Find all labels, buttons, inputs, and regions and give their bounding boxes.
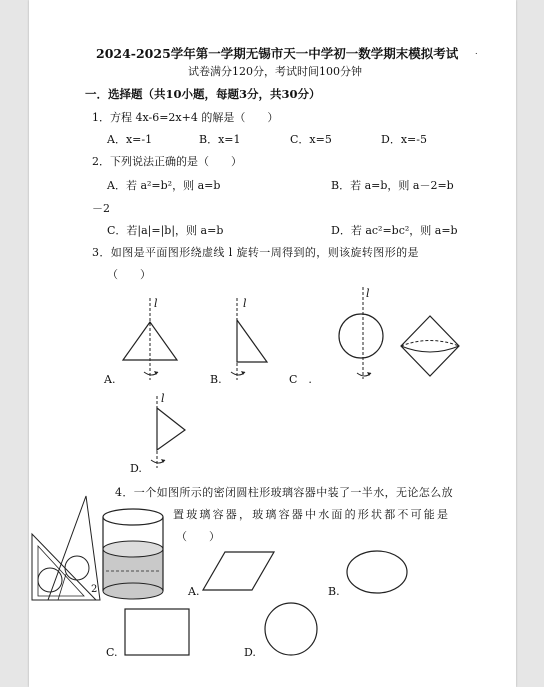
- q4-stem-line1: 4．一个如图所示的密闭圆柱形玻璃容器中装了一半水，无论怎么放: [115, 486, 453, 499]
- q2-option-d: D．若 ac²=bc²，则 a=b: [331, 224, 458, 237]
- q3-option-d: D.: [130, 462, 142, 475]
- figure-label-2: 2: [91, 584, 98, 595]
- q3-figure-a: [118, 292, 198, 382]
- q3-figure-c: [330, 283, 400, 383]
- q4-option-a: A.: [188, 585, 200, 598]
- q4-shape-parallelogram: [200, 550, 280, 595]
- section-heading: 一．选择题（共10小题，每题3分，共30分）: [85, 87, 321, 101]
- q2-option-b-wrap: －2: [92, 202, 110, 215]
- q2-stem: 2．下列说法正确的是（ ）: [92, 155, 242, 168]
- q3-option-a: A.: [104, 373, 116, 386]
- page-title: 2024-2025学年第一学期无锡市天一中学初一数学期末模拟考试: [96, 46, 459, 61]
- q4-paren: （ ）: [176, 530, 220, 543]
- q4-option-c: C.: [106, 646, 118, 659]
- q4-option-d: D.: [244, 646, 256, 659]
- q1-option-c: C．x=5: [290, 133, 332, 146]
- exam-subtitle: 试卷满分120分，考试时间100分钟: [188, 65, 362, 78]
- q3-d-axis-label: l: [161, 392, 165, 405]
- q4-shape-rectangle: [122, 606, 194, 658]
- q2-option-a: A．若 a²=b²，则 a=b: [107, 179, 221, 192]
- q3-figure-d: [145, 392, 205, 472]
- q3-stem: 3．如图是平面图形绕虚线 l 旋转一周得到的，则该旋转图形的是: [92, 246, 419, 259]
- q4-stem-line2: 置玻璃容器，玻璃容器中水面的形状都不可能是: [173, 508, 451, 521]
- q2-option-b: B．若 a=b，则 a－2=b: [331, 179, 454, 192]
- q3-b-axis-label: l: [243, 297, 247, 310]
- q1-stem: 1．方程 4x-6=2x+4 的解是（ ）: [92, 111, 279, 124]
- q3-option-b: B.: [210, 373, 222, 386]
- q3-option-c: C .: [289, 373, 312, 386]
- q4-shape-circle: [261, 601, 325, 659]
- q4-option-b: B.: [328, 585, 340, 598]
- q1-option-d: D．x=-5: [381, 133, 427, 146]
- q2-option-c: C．若|a|=|b|，则 a=b: [107, 224, 224, 237]
- q3-c-axis-label: l: [366, 287, 370, 300]
- cylinder-container-figure: [100, 505, 166, 605]
- q4-shape-ellipse: [344, 549, 414, 599]
- q1-option-b: B．x=1: [199, 133, 241, 146]
- q1-option-a: A．x=-1: [107, 133, 153, 146]
- q3-paren: （ ）: [107, 268, 151, 281]
- q3-a-axis-label: l: [154, 297, 158, 310]
- double-cone-figure: [395, 313, 465, 393]
- q3-figure-b: [225, 292, 295, 382]
- corner-dot: .: [475, 47, 478, 56]
